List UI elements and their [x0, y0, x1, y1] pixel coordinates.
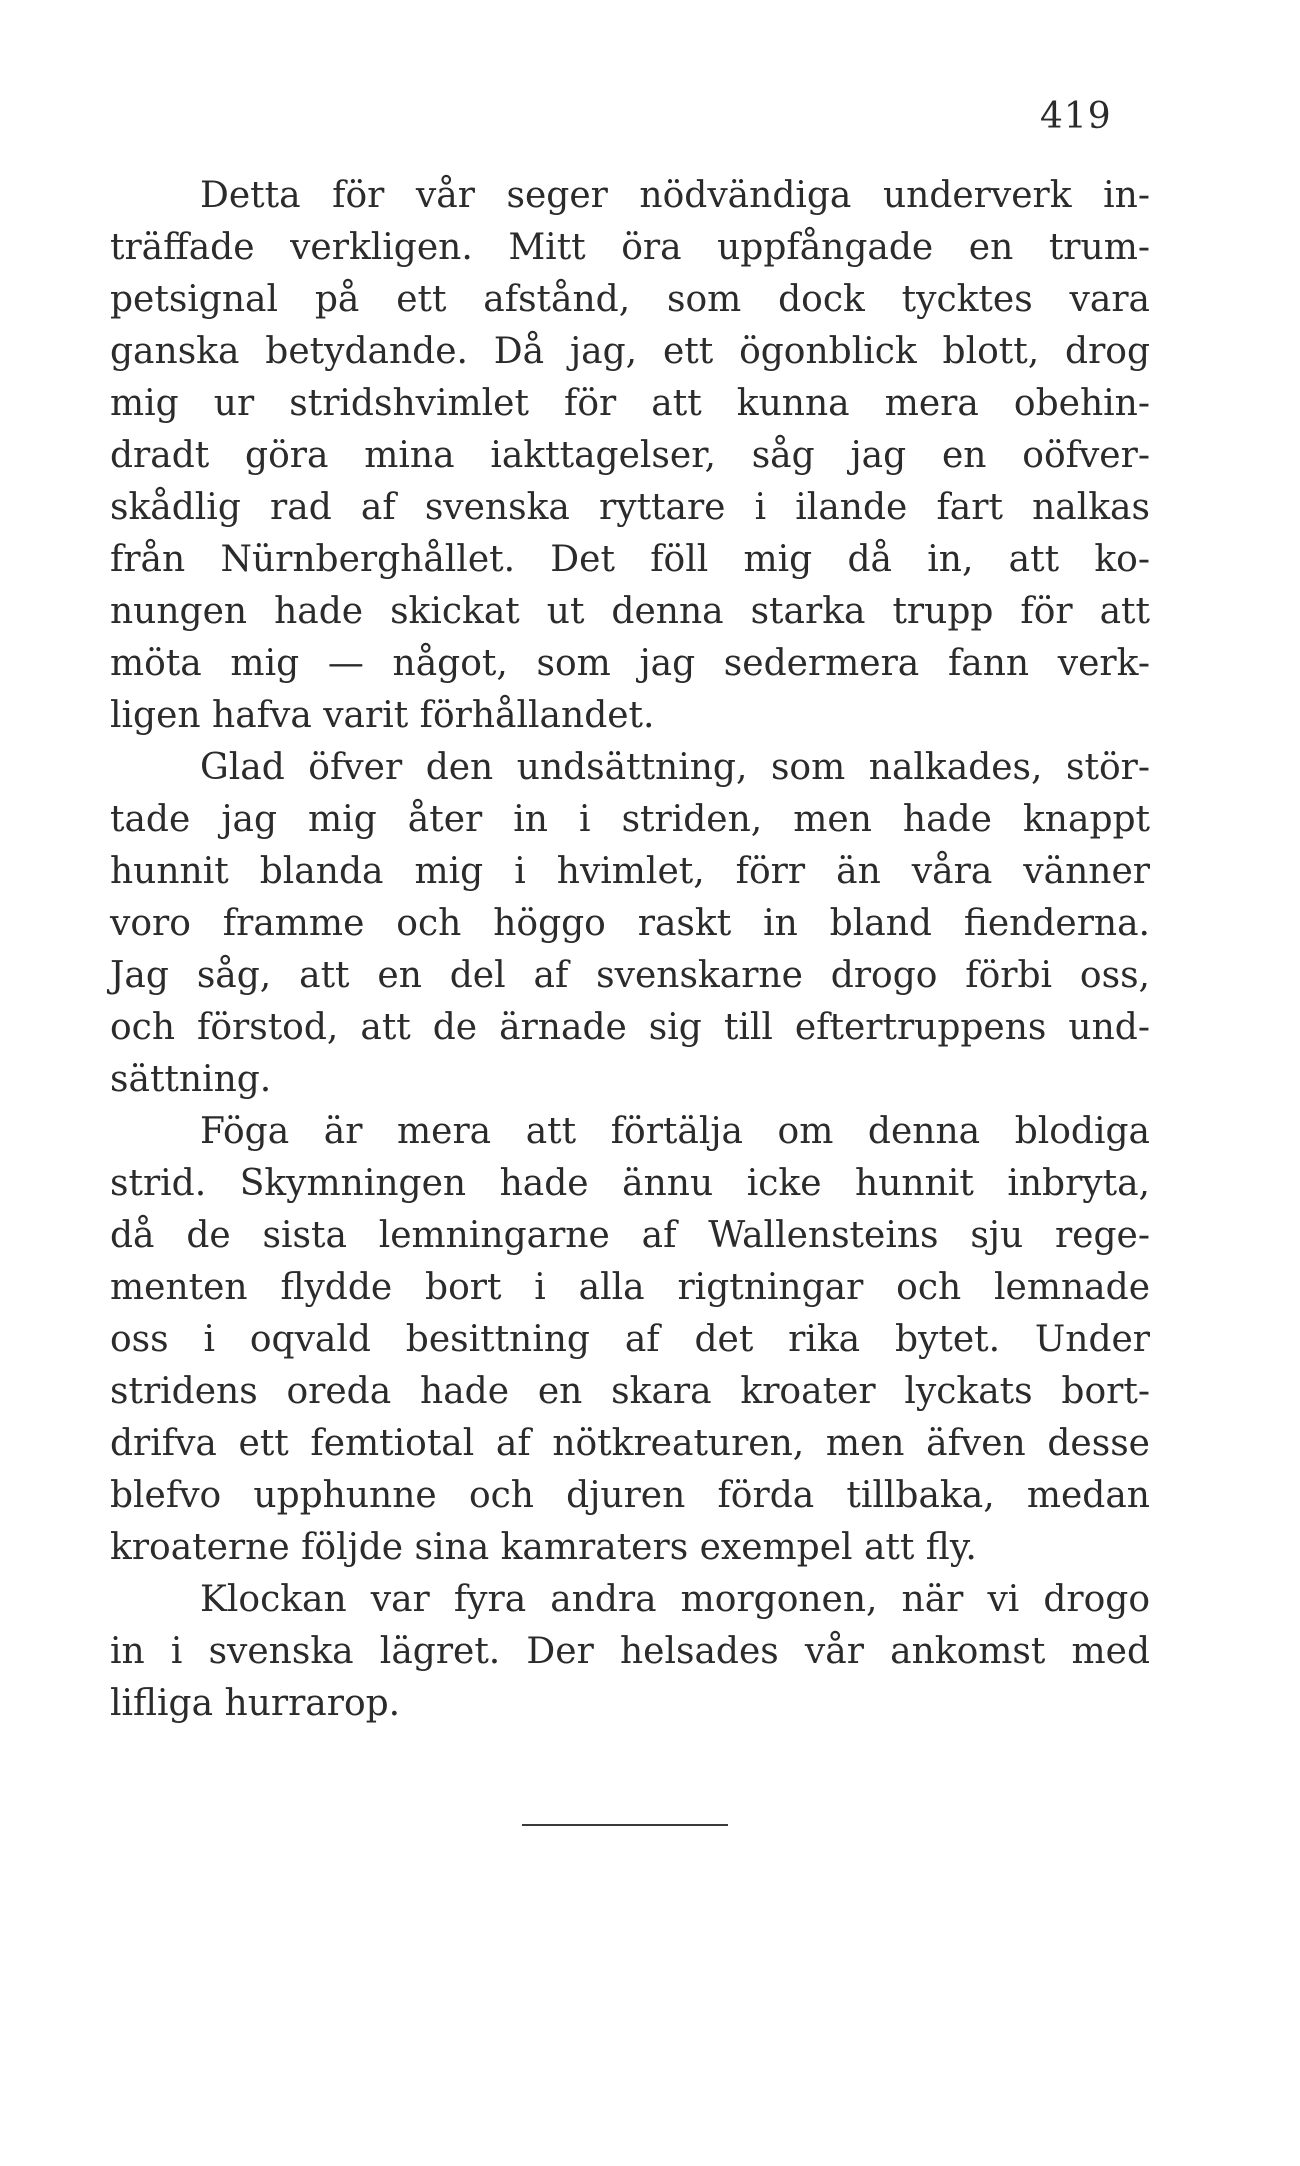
- text-line: in i svenska lägret. Der helsades vår ankomst med: [110, 1631, 1150, 1672]
- paragraph: [110, 170, 1150, 742]
- page-number: 419: [1040, 96, 1112, 137]
- paragraph: [110, 742, 1150, 1106]
- text-line: ganska betydande. Då jag, ett ögonblick blott, drog: [110, 331, 1150, 372]
- section-divider: [522, 1824, 728, 1826]
- text-line: blefvo upphunne och djuren förda tillbaka, medan: [110, 1475, 1150, 1516]
- text-line: möta mig — något, som jag sedermera fann verk-: [110, 643, 1150, 684]
- text-line: mig ur stridshvimlet för att kunna mera obehin-: [110, 383, 1150, 424]
- text-line: dradt göra mina iakttagelser, såg jag en oöfver-: [110, 435, 1150, 476]
- text-line: petsignal på ett afstånd, som dock tycktes vara: [110, 279, 1150, 320]
- text-line: träffade verkligen. Mitt öra uppfångade en trum-: [110, 227, 1150, 268]
- text-line: drifva ett femtiotal af nötkreaturen, men äfven desse: [110, 1423, 1150, 1464]
- text-line: då de sista lemningarne af Wallensteins sju rege-: [110, 1215, 1150, 1256]
- paragraph: [110, 1106, 1150, 1574]
- text-line: sättning.: [110, 1059, 272, 1100]
- text-line: Föga är mera att förtälja om denna blodiga: [200, 1111, 1150, 1152]
- text-line: oss i oqvald besittning af det rika bytet. Under: [110, 1319, 1150, 1360]
- text-line: hunnit blanda mig i hvimlet, förr än våra vänner: [110, 851, 1150, 892]
- text-line: och förstod, att de ärnade sig till eftertruppens und-: [110, 1007, 1150, 1048]
- text-line: nungen hade skickat ut denna starka trupp för att: [110, 591, 1150, 632]
- text-line: kroaterne följde sina kamraters exempel att fly.: [110, 1527, 977, 1568]
- text-line: ligen hafva varit förhållandet.: [110, 695, 655, 736]
- text-line: tade jag mig åter in i striden, men hade knappt: [110, 799, 1150, 840]
- text-line: stridens oreda hade en skara kroater lyckats bort-: [110, 1371, 1150, 1412]
- text-line: Klockan var fyra andra morgonen, när vi drogo: [200, 1579, 1150, 1620]
- text-line: strid. Skymningen hade ännu icke hunnit inbryta,: [110, 1163, 1150, 1204]
- text-line: Glad öfver den undsättning, som nalkades, stör-: [200, 747, 1150, 788]
- body-text: [110, 170, 1150, 1730]
- text-line: skådlig rad af svenska ryttare i ilande fart nalkas: [110, 487, 1150, 528]
- text-line: lifliga hurrarop.: [110, 1683, 401, 1724]
- text-line: voro framme och höggo raskt in bland fienderna.: [110, 903, 1150, 944]
- text-line: från Nürnberghållet. Det föll mig då in, att ko-: [110, 539, 1150, 580]
- text-line: menten flydde bort i alla rigtningar och lemnade: [110, 1267, 1150, 1308]
- paragraph: [110, 1574, 1150, 1730]
- text-line: Detta för vår seger nödvändiga underverk in-: [200, 175, 1150, 216]
- text-line: Jag såg, att en del af svenskarne drogo förbi oss,: [110, 955, 1150, 996]
